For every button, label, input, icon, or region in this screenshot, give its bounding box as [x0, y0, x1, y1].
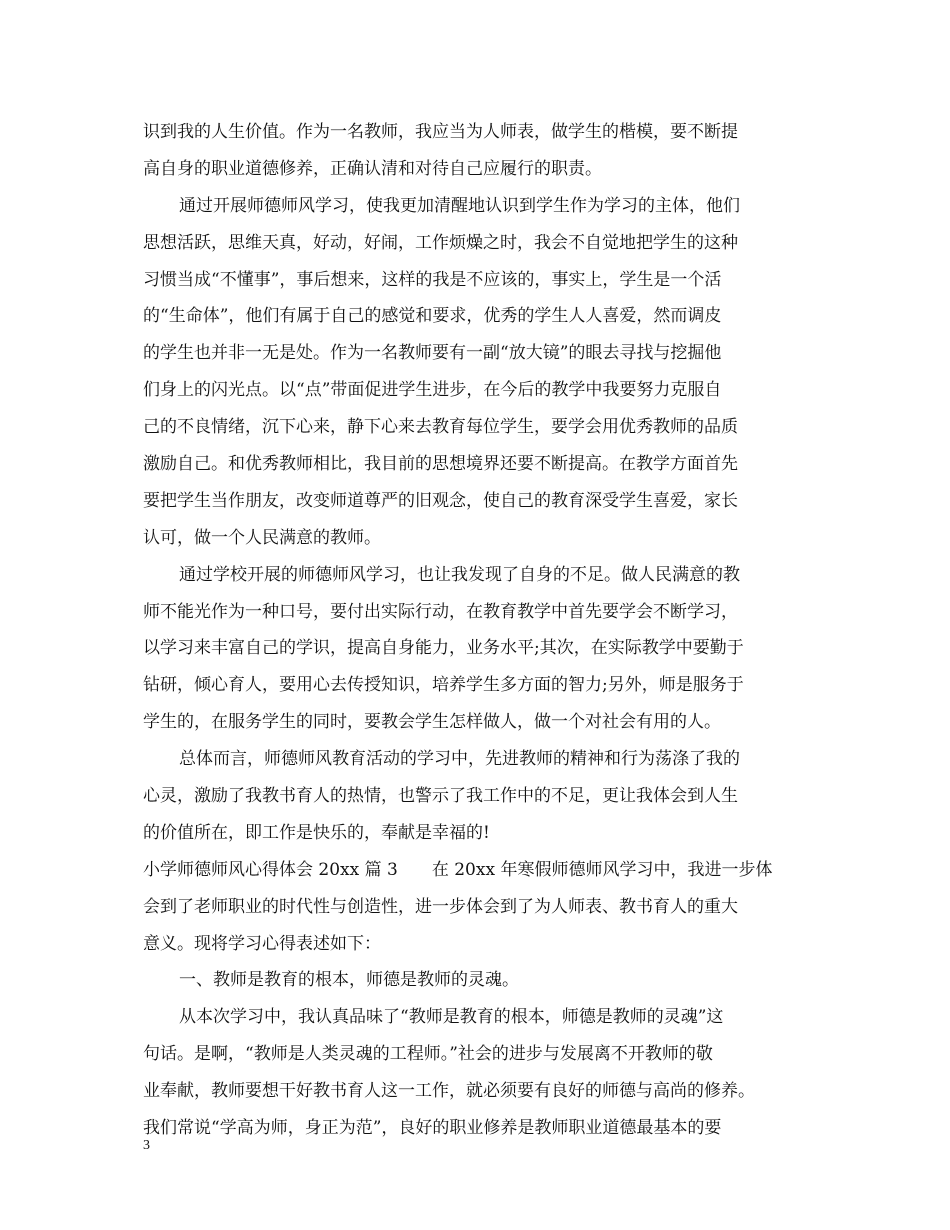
- text-line: 以学习来丰富自己的学识，提高自身能力，业务水平;其次，在实际教学中要勤于: [143, 638, 744, 659]
- text-line: 己的不良情绪，沉下心来，静下心来去教育每位学生，要学会用优秀教师的品质: [143, 417, 738, 438]
- text-line: 高自身的职业道德修养，正确认清和对待自己应履行的职责。: [143, 158, 602, 179]
- text-line: 从本次学习中，我认真品味了“教师是教育的根本，师德是教师的灵魂”这: [179, 1007, 724, 1028]
- text-line: 小学师德师风心得体会 20xx 篇 3 在 20xx 年寒假师德师风学习中，我进一步体: [143, 859, 773, 880]
- text-line: 通过学校开展的师德师风学习，也让我发现了自身的不足。做人民满意的教: [179, 564, 740, 585]
- text-line: 业奉献，教师要想干好教书育人这一工作，就必须要有良好的师德与高尚的修养。: [143, 1081, 755, 1102]
- page-number: 3: [143, 1138, 150, 1153]
- document-body: [143, 114, 823, 1147]
- text-line: 激励自己。和优秀教师相比，我目前的思想境界还要不断提高。在教学方面首先: [143, 454, 738, 475]
- text-line: 师不能光作为一种口号，要付出实际行动，在教育教学中首先要学会不断学习，: [143, 601, 738, 622]
- text-line: 的学生也并非一无是处。作为一名教师要有一副“放大镜”的眼去寻找与挖掘他: [143, 343, 722, 364]
- text-line: 总体而言，师德师风教育活动的学习中，先进教师的精神和行为荡涤了我的: [179, 749, 740, 770]
- text-line: 我们常说“学高为师，身正为范”，良好的职业修养是教师职业道德最基本的要: [143, 1118, 722, 1139]
- text-line: 一、教师是教育的根本，师德是教师的灵魂。: [179, 970, 519, 991]
- text-line: 的“生命体”，他们有属于自己的感觉和要求，优秀的学生人人喜爱，然而调皮: [143, 306, 722, 327]
- text-line: 心灵，激励了我教书育人的热情，也警示了我工作中的不足，更让我体会到人生: [143, 786, 738, 807]
- text-line: 钻研，倾心育人，要用心去传授知识，培养学生多方面的智力;另外，师是服务于: [143, 675, 744, 696]
- text-line: 意义。现将学习心得表述如下：: [143, 933, 381, 954]
- text-line: 的价值所在，即工作是快乐的，奉献是幸福的!: [143, 822, 490, 843]
- text-line: 会到了老师职业的时代性与创造性，进一步体会到了为人师表、教书育人的重大: [143, 896, 738, 917]
- text-line: 认可，做一个人民满意的教师。: [143, 527, 381, 548]
- text-line: 学生的，在服务学生的同时，要教会学生怎样做人，做一个对社会有用的人。: [143, 712, 721, 733]
- text-line: 思想活跃，思维天真，好动，好闹，工作烦燥之时，我会不自觉地把学生的这种: [143, 232, 738, 253]
- text-line: 习惯当成“不懂事”，事后想来，这样的我是不应该的，事实上，学生是一个活: [143, 269, 722, 290]
- text-line: 们身上的闪光点。以“点”带面促进学生进步，在今后的教学中我要努力克服自: [143, 380, 722, 401]
- text-line: 通过开展师德师风学习，使我更加清醒地认识到学生作为学习的主体，他们: [179, 195, 740, 216]
- text-line: 句话。是啊，“教师是人类灵魂的工程师。”社会的进步与发展离不开教师的敬: [143, 1044, 713, 1065]
- text-line: 要把学生当作朋友，改变师道尊严的旧观念，使自己的教育深受学生喜爱，家长: [143, 490, 738, 511]
- text-line: 识到我的人生价值。作为一名教师，我应当为人师表，做学生的楷模，要不断提: [143, 122, 738, 142]
